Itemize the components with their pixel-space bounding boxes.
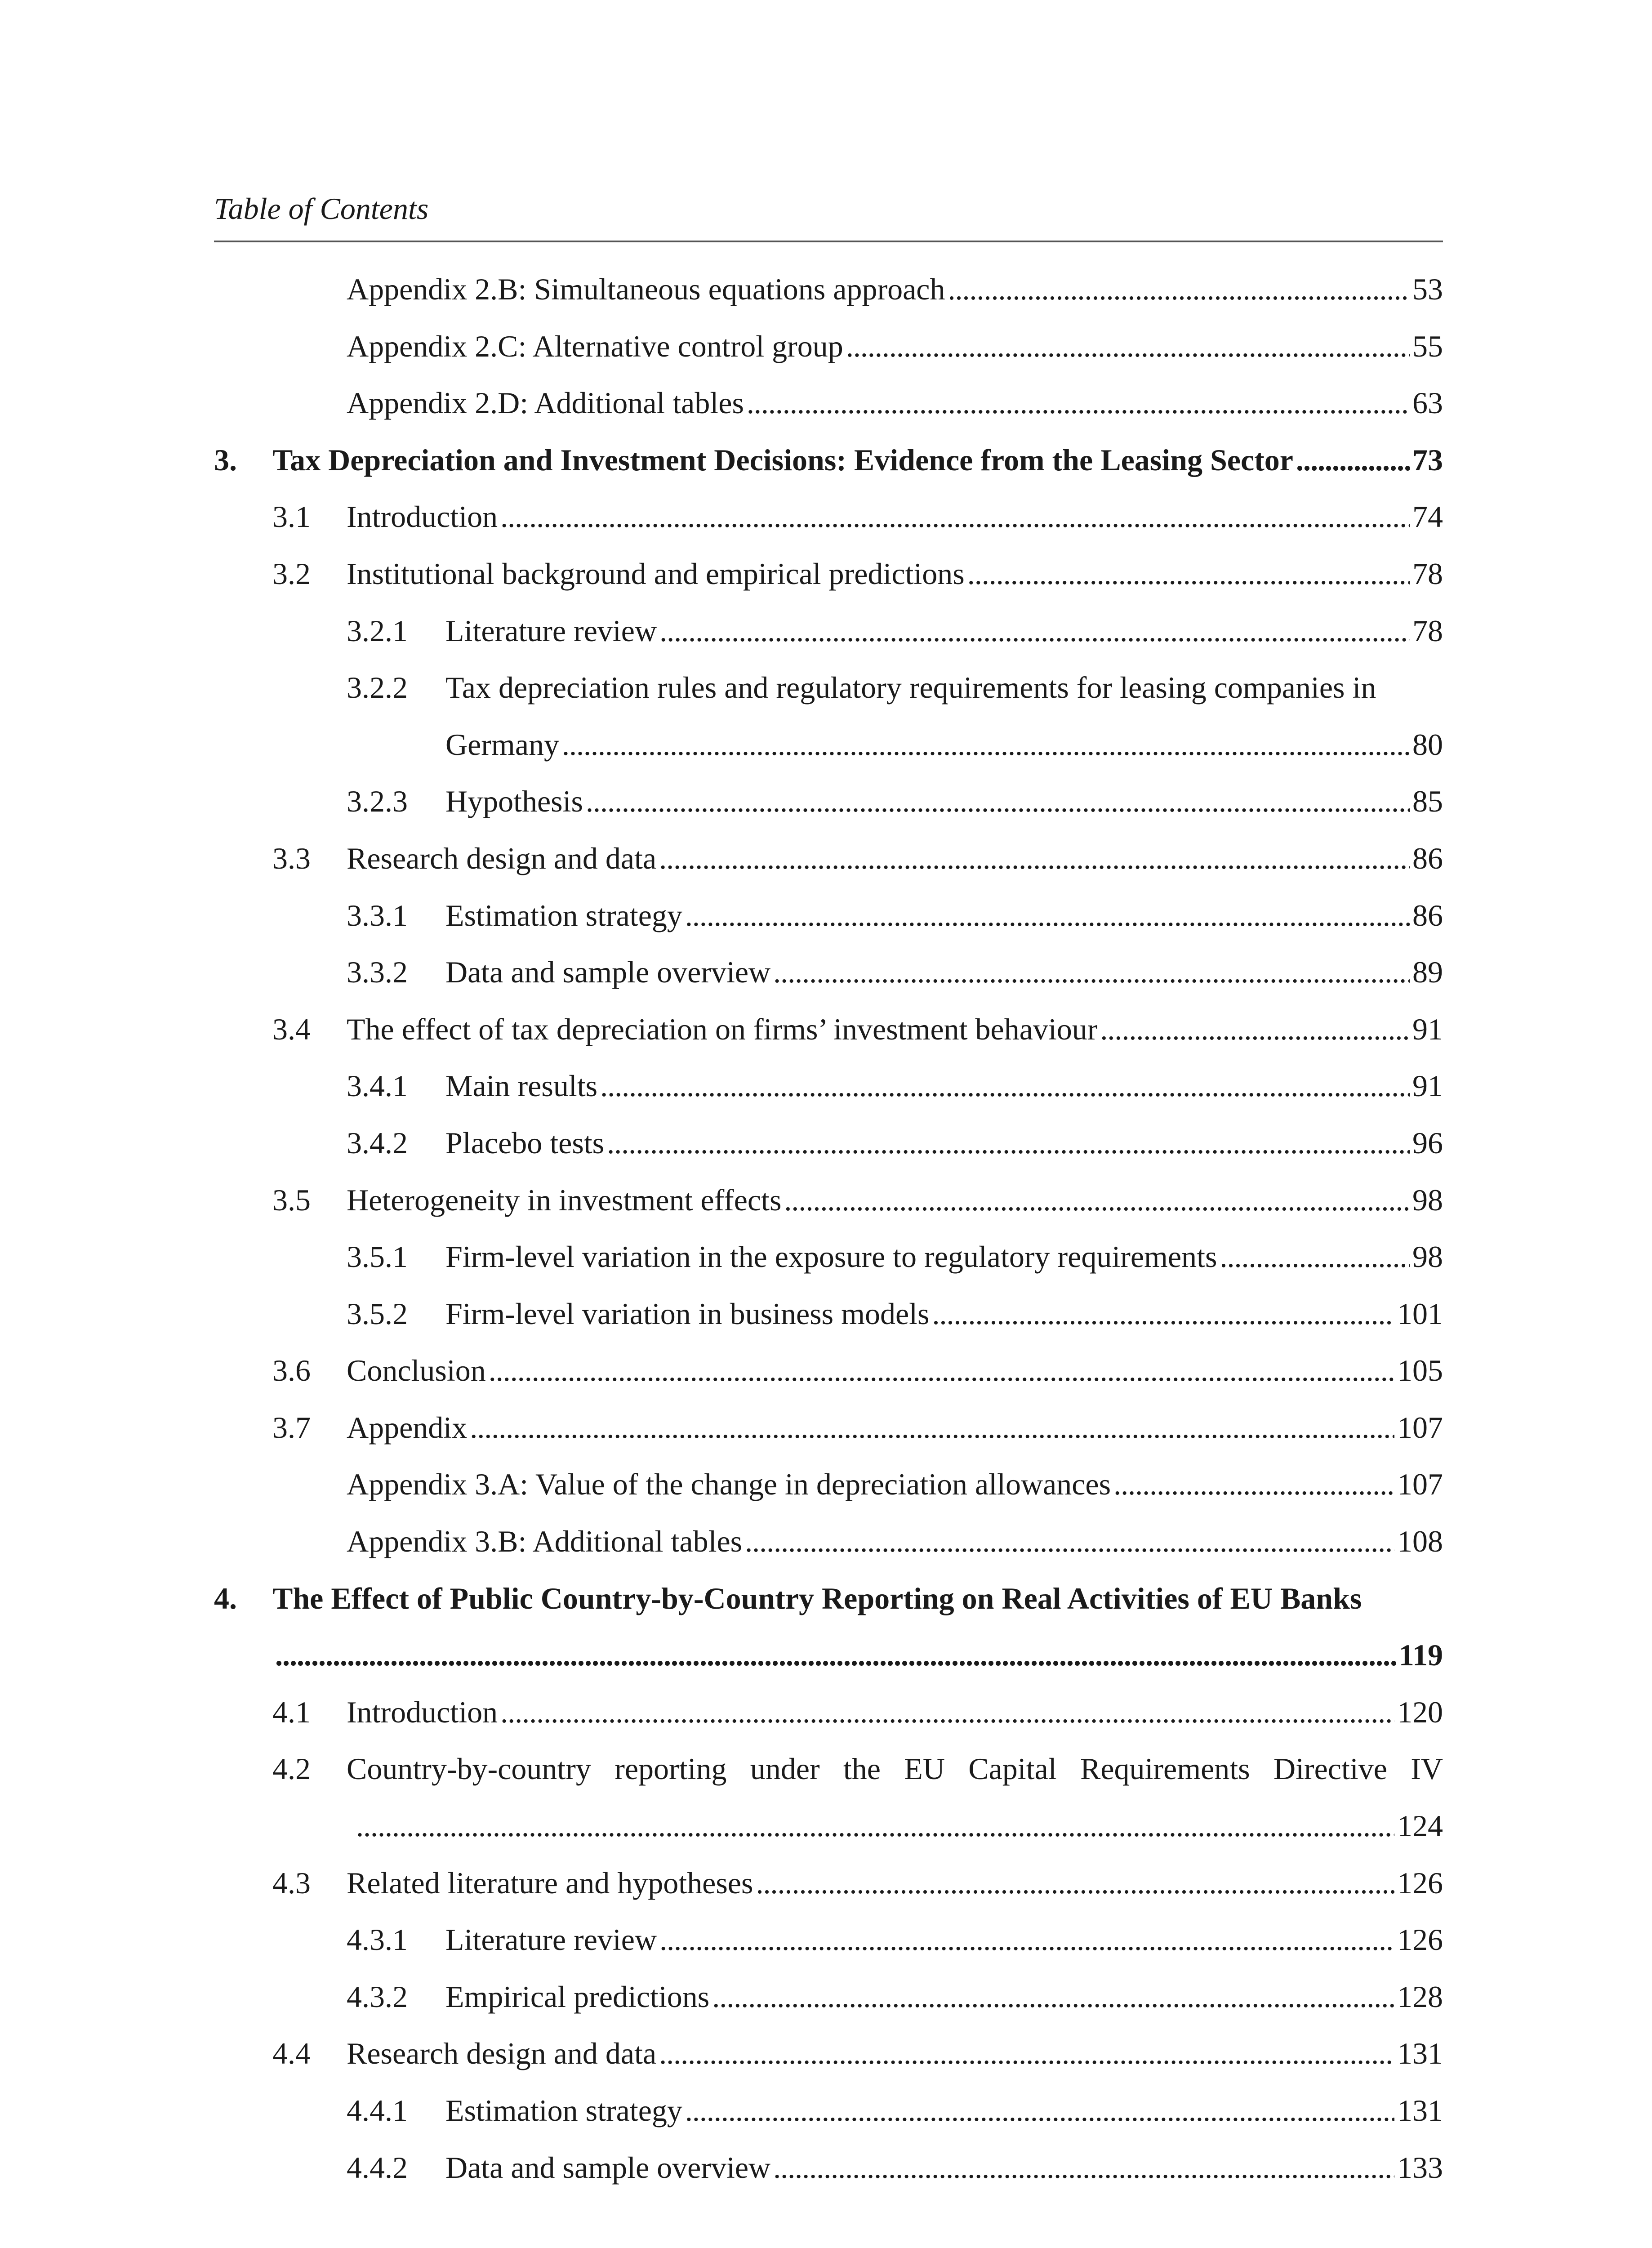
toc-entry-title: Literature review bbox=[445, 1922, 657, 1957]
toc-entry[interactable] bbox=[214, 830, 1443, 887]
toc-entry-line bbox=[347, 1001, 1443, 1058]
toc-entry-line bbox=[445, 2082, 1443, 2139]
toc-entry-number: 3.7 bbox=[272, 1410, 311, 1445]
toc-entry[interactable] bbox=[214, 2025, 1443, 2082]
toc-entry-title: Heterogeneity in investment effects bbox=[347, 1182, 782, 1217]
toc-entry-line bbox=[347, 1513, 1443, 1570]
dot-leader bbox=[470, 1399, 1394, 1456]
dot-leader bbox=[659, 830, 1410, 887]
toc-entry-number: 4. bbox=[214, 1581, 237, 1615]
toc-entry-page: 105 bbox=[1397, 1353, 1443, 1388]
dot-leader bbox=[659, 1911, 1394, 1968]
dot-leader bbox=[1113, 1456, 1394, 1513]
toc-entry-title: The effect of tax depreciation on firms’ investment behaviour bbox=[347, 1012, 1098, 1046]
toc-entry-line bbox=[445, 944, 1443, 1001]
toc-entry-page: 78 bbox=[1412, 556, 1443, 591]
toc-entry-number: 4.4.2 bbox=[347, 2150, 408, 2185]
toc-entry-title: Placebo tests bbox=[445, 1125, 605, 1160]
dot-leader bbox=[607, 1115, 1410, 1172]
toc-entry-page: 107 bbox=[1397, 1467, 1443, 1502]
toc-entry-number: 4.3 bbox=[272, 1865, 311, 1900]
toc-entry-number: 3.6 bbox=[272, 1353, 311, 1388]
dot-leader bbox=[1100, 1001, 1410, 1058]
toc-entry-page: 63 bbox=[1412, 386, 1443, 420]
toc-entry-page: 53 bbox=[1412, 272, 1443, 306]
toc-entry-line bbox=[347, 261, 1443, 318]
toc-entry-page: 74 bbox=[1412, 500, 1443, 534]
toc-entry-title: Germany bbox=[445, 727, 560, 762]
toc-entry-line bbox=[445, 1968, 1443, 2025]
toc-entry-title: Data and sample overview bbox=[445, 955, 771, 990]
toc-entry-page: 85 bbox=[1412, 784, 1443, 819]
dot-leader bbox=[747, 375, 1410, 432]
toc-entry-number: 3.4 bbox=[272, 1012, 311, 1046]
toc-entry-page: 120 bbox=[1397, 1695, 1443, 1729]
dot-leader bbox=[500, 1684, 1394, 1741]
dot-leader bbox=[756, 1855, 1394, 1912]
toc-entry-number: 3.2 bbox=[272, 556, 311, 591]
toc-entry-title: Main results bbox=[445, 1069, 598, 1103]
toc-entry-page: 98 bbox=[1412, 1240, 1443, 1274]
toc-entry-line bbox=[272, 432, 1443, 489]
toc-entry-page: 78 bbox=[1412, 613, 1443, 648]
toc-entry[interactable] bbox=[214, 773, 1443, 830]
toc-entry-line bbox=[347, 1855, 1443, 1912]
toc-entry-title: Tax depreciation rules and regulatory requirements for leasing companies in bbox=[445, 670, 1376, 705]
toc-entry-number: 3.2.2 bbox=[347, 670, 408, 705]
toc-entry[interactable] bbox=[214, 1057, 1443, 1115]
toc-entry-line bbox=[445, 773, 1443, 830]
toc-entry[interactable] bbox=[214, 1740, 1443, 1798]
toc-entry-line bbox=[347, 830, 1443, 887]
toc-entry[interactable] bbox=[214, 1115, 1443, 1172]
toc-entry[interactable] bbox=[214, 2082, 1443, 2139]
toc-entry-number: 3.3.1 bbox=[347, 898, 408, 932]
toc-entry-line bbox=[445, 602, 1443, 660]
toc-entry-title: Firm-level variation in the exposure to regulatory requirements bbox=[445, 1240, 1217, 1274]
toc-entry-number: 3.4.1 bbox=[347, 1069, 408, 1103]
toc-entry-page: 96 bbox=[1412, 1125, 1443, 1160]
dot-leader bbox=[773, 944, 1410, 1001]
toc-entry-page: 119 bbox=[1398, 1638, 1443, 1673]
dot-leader bbox=[562, 716, 1410, 773]
toc-entry-number: 3.5 bbox=[272, 1182, 311, 1217]
toc-entry[interactable] bbox=[214, 716, 1443, 773]
toc-entry[interactable] bbox=[214, 545, 1443, 602]
toc-entry-number: 4.3.2 bbox=[347, 1979, 408, 2014]
toc-entry[interactable] bbox=[214, 488, 1443, 545]
toc-entry-title: Institutional background and empirical predictions bbox=[347, 556, 965, 591]
toc-entry-number: 3.1 bbox=[272, 500, 311, 534]
toc-entry-title: Introduction bbox=[347, 500, 498, 534]
toc-entry-line bbox=[347, 1342, 1443, 1399]
toc-entry-title: Appendix 2.D: Additional tables bbox=[347, 386, 744, 420]
toc-entry-page: 86 bbox=[1412, 841, 1443, 875]
dot-leader bbox=[659, 2025, 1394, 2082]
toc-entry-line bbox=[445, 1285, 1443, 1343]
toc-entry[interactable] bbox=[214, 1456, 1443, 1513]
toc-entry-page: 80 bbox=[1412, 727, 1443, 762]
toc-entry-line bbox=[445, 716, 1443, 773]
dot-leader bbox=[712, 1968, 1394, 2025]
toc-entry-line bbox=[347, 1399, 1443, 1456]
toc-entry-title: Appendix 2.C: Alternative control group bbox=[347, 329, 843, 363]
toc-entry-line bbox=[272, 1627, 1443, 1684]
toc-entry[interactable] bbox=[214, 1399, 1443, 1456]
toc-entry-number: 3.3.2 bbox=[347, 955, 408, 990]
dot-leader bbox=[356, 1798, 1394, 1855]
toc-entry-page: 133 bbox=[1397, 2150, 1443, 2185]
toc-entry[interactable] bbox=[214, 2139, 1443, 2196]
dot-leader bbox=[846, 318, 1410, 375]
toc-entry-page: 131 bbox=[1397, 2036, 1443, 2071]
dot-leader bbox=[600, 1057, 1410, 1115]
toc-entry-line bbox=[347, 1172, 1443, 1229]
dot-leader bbox=[685, 2082, 1394, 2139]
toc-entry[interactable] bbox=[214, 1968, 1443, 2025]
toc-entry[interactable] bbox=[214, 1001, 1443, 1058]
toc-entry-page: 124 bbox=[1397, 1809, 1443, 1843]
toc-entry-page: 108 bbox=[1397, 1524, 1443, 1559]
toc-entry[interactable] bbox=[214, 1172, 1443, 1229]
toc-entry[interactable] bbox=[214, 1627, 1443, 1684]
toc-entry-number: 4.4.1 bbox=[347, 2093, 408, 2128]
toc-entry[interactable] bbox=[214, 1911, 1443, 1968]
toc-entry-number: 3.5.2 bbox=[347, 1296, 408, 1331]
toc-entry[interactable] bbox=[214, 432, 1443, 489]
toc-entry-number: 3.3 bbox=[272, 841, 311, 875]
toc-entry-title: Research design and data bbox=[347, 2036, 657, 2071]
dot-leader bbox=[932, 1285, 1394, 1343]
toc-entry-page: 73 bbox=[1412, 442, 1443, 477]
dot-leader bbox=[685, 887, 1410, 944]
toc-entry-page: 91 bbox=[1412, 1012, 1443, 1046]
toc-entry-page: 128 bbox=[1397, 1979, 1443, 2014]
toc-entry-line bbox=[353, 1798, 1443, 1855]
toc-entry-line bbox=[445, 1228, 1443, 1285]
toc-entry-title: Literature review bbox=[445, 613, 657, 648]
toc-entry-line bbox=[445, 659, 1443, 716]
toc-entry-number: 4.2 bbox=[272, 1752, 311, 1786]
toc-entry[interactable] bbox=[214, 602, 1443, 660]
toc-entry-page: 126 bbox=[1397, 1922, 1443, 1957]
toc-entry-line bbox=[445, 1057, 1443, 1115]
dot-leader bbox=[275, 1627, 1396, 1684]
toc-entry-line bbox=[347, 2025, 1443, 2082]
toc-entry-number: 3. bbox=[214, 442, 237, 477]
toc-entry[interactable] bbox=[214, 944, 1443, 1001]
dot-leader bbox=[773, 2139, 1394, 2196]
toc-entry[interactable] bbox=[214, 1855, 1443, 1912]
toc-entry-line bbox=[445, 2139, 1443, 2196]
toc-entry-title: The Effect of Public Country-by-Country Reporting on Real Activities of EU Banks bbox=[272, 1581, 1362, 1615]
toc-entry[interactable] bbox=[214, 1570, 1443, 1627]
toc-entry-title: Firm-level variation in business models bbox=[445, 1296, 930, 1331]
toc-entry-page: 91 bbox=[1412, 1069, 1443, 1103]
toc-entry-line bbox=[272, 1570, 1443, 1627]
toc-entry[interactable] bbox=[214, 1228, 1443, 1285]
toc-entry-title: Appendix bbox=[347, 1410, 468, 1445]
dot-leader bbox=[967, 545, 1410, 602]
toc-entry-title: Hypothesis bbox=[445, 784, 583, 819]
dot-leader bbox=[500, 488, 1410, 545]
header-rule bbox=[214, 241, 1443, 242]
toc-entry-page: 98 bbox=[1412, 1182, 1443, 1217]
toc-entry-page: 126 bbox=[1397, 1865, 1443, 1900]
toc-entry-line bbox=[347, 1456, 1443, 1513]
toc-entry[interactable] bbox=[214, 375, 1443, 432]
toc-entry[interactable] bbox=[214, 318, 1443, 375]
toc-entry-title: Appendix 2.B: Simultaneous equations approach bbox=[347, 272, 945, 306]
dot-leader bbox=[784, 1172, 1410, 1229]
toc-entry-page: 131 bbox=[1397, 2093, 1443, 2128]
toc-entry-title: Empirical predictions bbox=[445, 1979, 710, 2014]
toc-entry-line bbox=[445, 1911, 1443, 1968]
toc-entry-title: Data and sample overview bbox=[445, 2150, 771, 2185]
toc-entry[interactable] bbox=[214, 261, 1443, 318]
dot-leader bbox=[1220, 1228, 1410, 1285]
dot-leader bbox=[659, 602, 1410, 660]
toc-entry-number: 4.4 bbox=[272, 2036, 311, 2071]
table-of-contents bbox=[214, 261, 1443, 2196]
toc-entry-line bbox=[347, 318, 1443, 375]
toc-entry[interactable] bbox=[214, 659, 1443, 716]
toc-entry-page: 86 bbox=[1412, 898, 1443, 932]
toc-entry-line bbox=[445, 1115, 1443, 1172]
toc-entry-title: Country-by-country reporting under the EU Capital Requirements Directive IV bbox=[347, 1752, 1443, 1786]
dot-leader bbox=[745, 1513, 1394, 1570]
toc-entry-line bbox=[445, 887, 1443, 944]
toc-entry-title: Estimation strategy bbox=[445, 2093, 682, 2128]
toc-entry[interactable] bbox=[214, 1285, 1443, 1343]
toc-entry-number: 3.2.1 bbox=[347, 613, 408, 648]
toc-entry-number: 3.2.3 bbox=[347, 784, 408, 819]
toc-entry-number: 4.3.1 bbox=[347, 1922, 408, 1957]
toc-entry-title: Conclusion bbox=[347, 1353, 486, 1388]
running-header: Table of Contents bbox=[214, 192, 429, 226]
toc-entry[interactable] bbox=[214, 1342, 1443, 1399]
toc-entry-title: Research design and data bbox=[347, 841, 657, 875]
toc-entry-title: Tax Depreciation and Investment Decisions: Evidence from the Leasing Sector bbox=[272, 442, 1293, 477]
toc-entry-number: 4.1 bbox=[272, 1695, 311, 1729]
toc-entry[interactable] bbox=[214, 887, 1443, 944]
toc-entry-title: Appendix 3.A: Value of the change in depreciation allowances bbox=[347, 1467, 1111, 1502]
toc-entry-line bbox=[347, 488, 1443, 545]
toc-entry-page: 107 bbox=[1397, 1410, 1443, 1445]
toc-entry-title: Appendix 3.B: Additional tables bbox=[347, 1524, 743, 1559]
toc-entry-number: 3.4.2 bbox=[347, 1125, 408, 1160]
toc-entry-line bbox=[347, 545, 1443, 602]
toc-entry[interactable] bbox=[214, 1798, 1443, 1855]
toc-entry-title: Related literature and hypotheses bbox=[347, 1865, 753, 1900]
toc-entry-line bbox=[347, 1684, 1443, 1741]
toc-entry-page: 55 bbox=[1412, 329, 1443, 363]
dot-leader bbox=[948, 261, 1410, 318]
toc-entry-title: Introduction bbox=[347, 1695, 498, 1729]
dot-leader bbox=[489, 1342, 1394, 1399]
toc-entry[interactable] bbox=[214, 1684, 1443, 1741]
toc-entry-page: 89 bbox=[1412, 955, 1443, 990]
toc-entry-line bbox=[347, 1740, 1443, 1798]
dot-leader bbox=[1296, 432, 1410, 489]
toc-entry-number: 3.5.1 bbox=[347, 1240, 408, 1274]
toc-entry-page: 101 bbox=[1397, 1296, 1443, 1331]
dot-leader bbox=[586, 773, 1410, 830]
toc-entry-line bbox=[347, 375, 1443, 432]
toc-entry[interactable] bbox=[214, 1513, 1443, 1570]
toc-entry-title: Estimation strategy bbox=[445, 898, 682, 932]
